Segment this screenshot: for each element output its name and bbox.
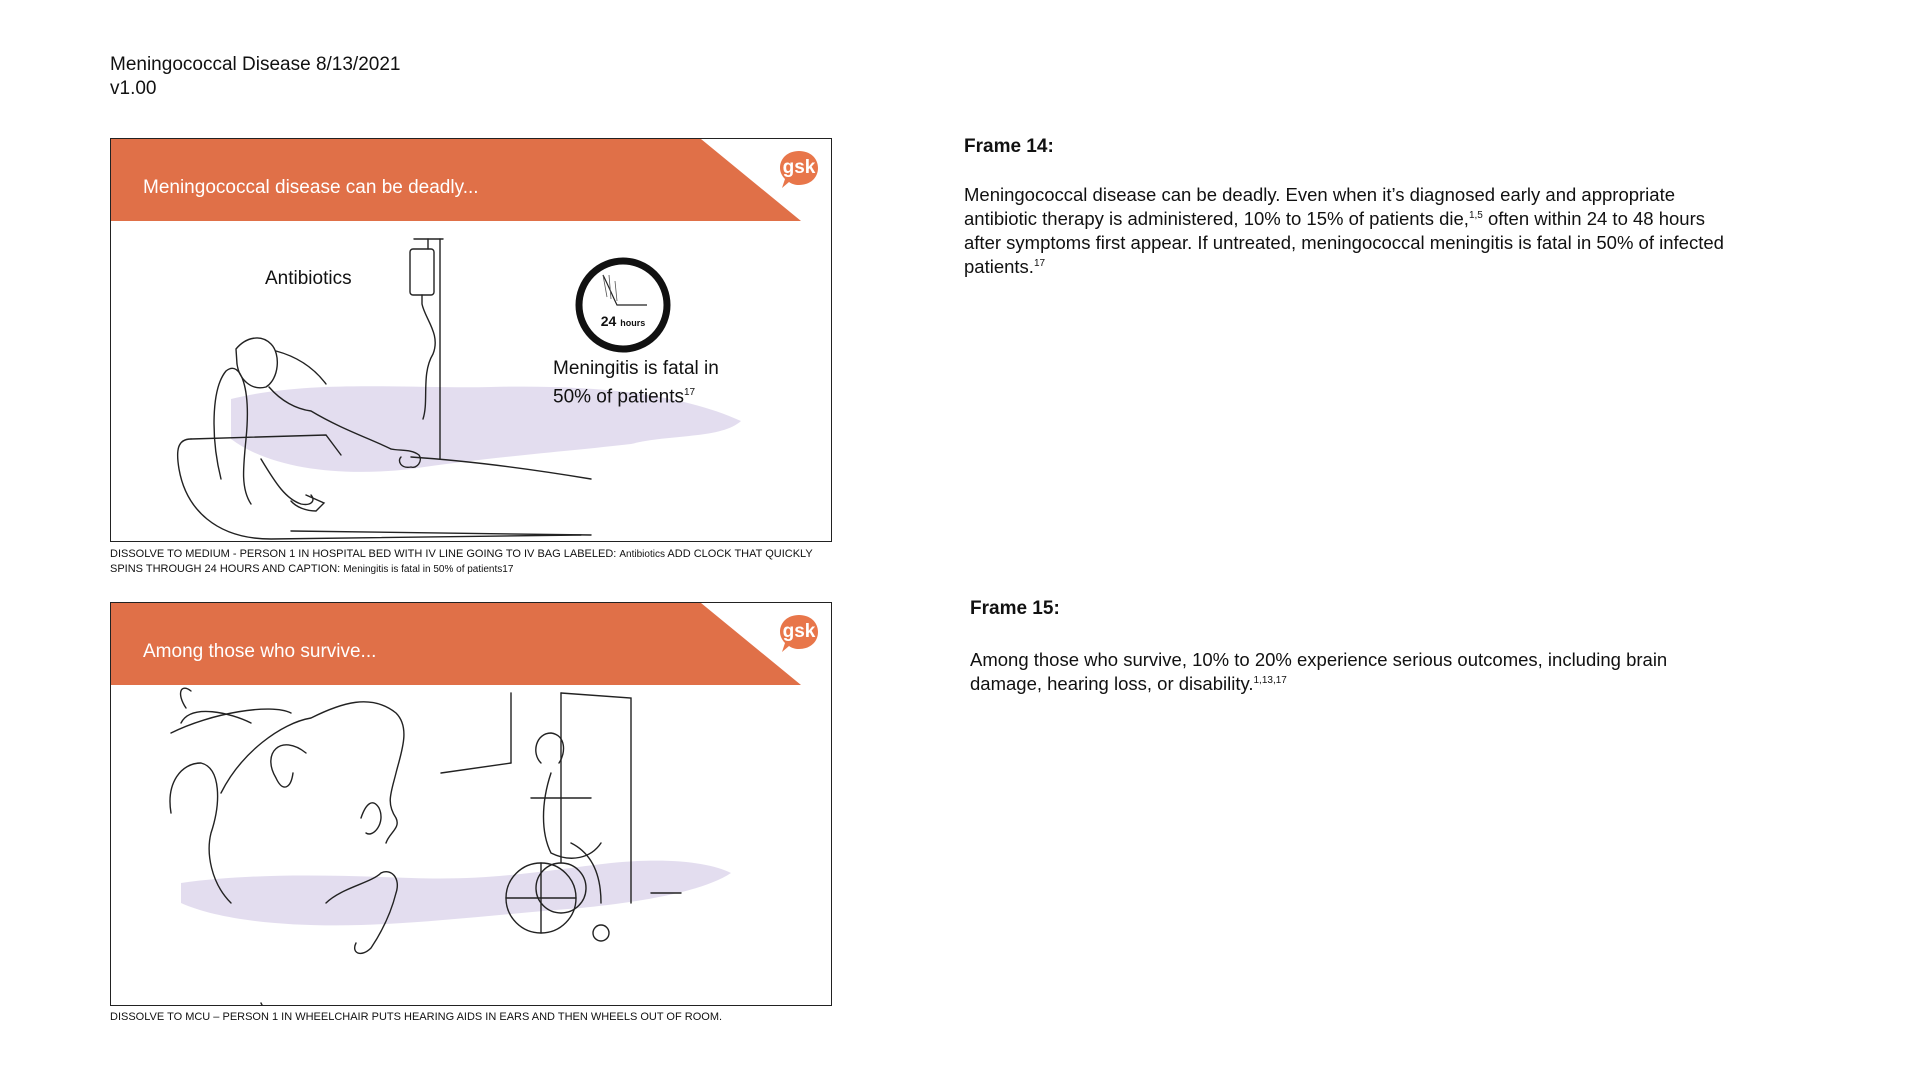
clock-unit: hours <box>620 318 646 328</box>
frame-14-title: Frame 14: <box>964 136 1054 157</box>
storyboard-panel-frame-15 <box>110 602 832 1006</box>
iv-bag-label: Antibiotics <box>265 268 352 289</box>
clock-number: 24 <box>600 313 617 329</box>
lavender-wash <box>181 861 731 926</box>
frame-15-title: Frame 15: <box>970 598 1060 619</box>
stage-direction-frame-14: DISSOLVE TO MEDIUM - PERSON 1 IN HOSPITAL BED WITH IV LINE GOING TO IV BAG LABELED: Antibiotics ADD CLOCK THAT QUICKLY SPINS THROUGH 24 HOURS AND CAPTION: Meningitis is fatal in 50% of patients17 <box>110 548 813 575</box>
gsk-logo: gsk <box>777 612 821 656</box>
clock-icon <box>573 255 673 355</box>
frame-15-narration: Among those who survive, 10% to 20% experience serious outcomes, including brain damage, hearing loss, or disability.$^{1,13,17}$ <box>970 649 1668 694</box>
frame-14-narration: Meningococcal disease can be deadly. Even when it’s diagnosed early and appropriate antibiotic therapy is administered, 10% to 15% of patients die,$^{1,5}$ often within 24 to 48 hours after symptoms first appear. If untreated, meningococcal meningitis is fatal in 50% of infected patients.$^{17}$ <box>964 184 1724 277</box>
document-version: v1.00 <box>110 78 157 99</box>
storyboard-panel-frame-14 <box>110 138 832 542</box>
caption-overlay: Meningitis is fatal in 50% of patients$^{17}$ <box>553 358 719 408</box>
document-header <box>110 53 400 101</box>
gsk-logo: gsk <box>777 148 821 192</box>
banner-title: Meningococcal disease can be deadly... <box>143 177 479 198</box>
document-title: Meningococcal Disease 8/13/2021 <box>110 54 401 75</box>
hospital-bed-sketch <box>111 139 832 542</box>
banner-title: Among those who survive... <box>143 641 377 662</box>
stage-direction-frame-15: DISSOLVE TO MCU – PERSON 1 IN WHEELCHAIR PUTS HEARING AIDS IN EARS AND THEN WHEELS OUT OF ROOM. <box>110 1011 723 1023</box>
hearing-aid-wheelchair-sketch <box>111 603 832 1006</box>
